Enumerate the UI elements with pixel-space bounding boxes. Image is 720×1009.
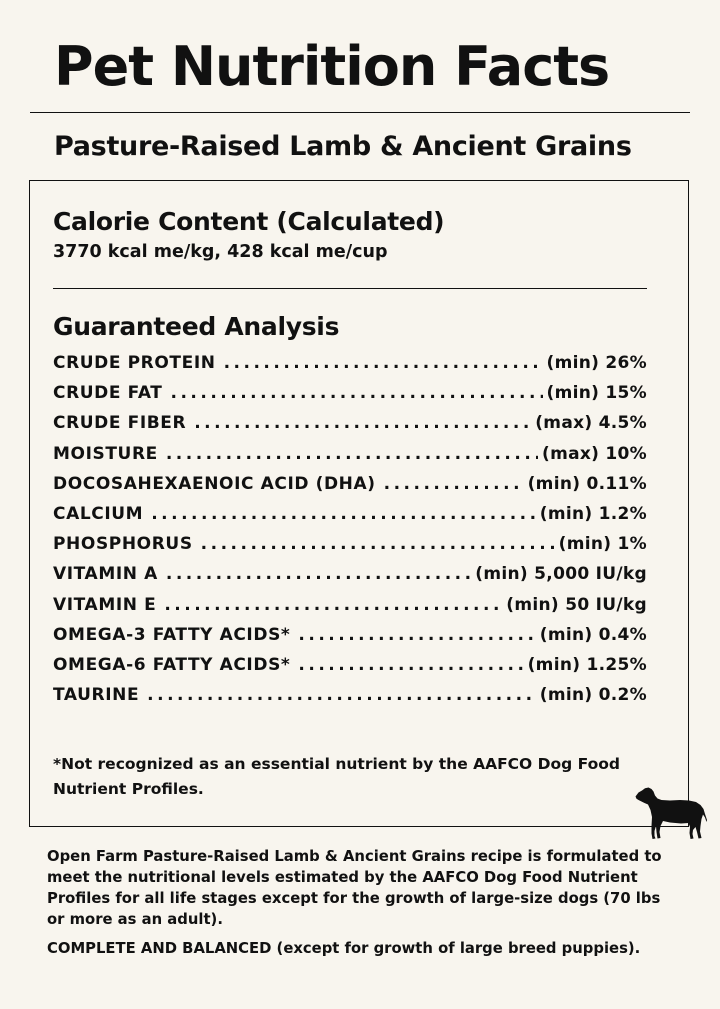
nutrient-name: CRUDE FAT (53, 383, 163, 404)
analysis-row (53, 564, 647, 594)
dot-leader (194, 413, 531, 433)
nutrient-name: OMEGA-6 FATTY ACIDS* (53, 654, 291, 675)
section-divider (53, 288, 647, 289)
nutrient-name: PHOSPHORUS (53, 534, 193, 555)
nutrient-name: TAURINE (53, 685, 140, 706)
analysis-list (53, 353, 647, 715)
dot-leader (384, 474, 524, 494)
product-name: Pasture-Raised Lamb & Ancient Grains (54, 131, 632, 162)
analysis-heading: Guaranteed Analysis (53, 312, 340, 341)
nutrient-value: (min) 0.2% (539, 685, 647, 706)
nutrient-name: MOISTURE (53, 443, 158, 464)
nutrient-value: (min) 1.25% (527, 654, 647, 675)
nutrient-value: (min) 26% (546, 353, 647, 373)
dot-leader (151, 504, 536, 524)
footnote: *Not recognized as an essential nutrient by the AAFCO Dog Food Nutrient Profiles. (53, 755, 620, 798)
analysis-row (53, 655, 647, 685)
dot-leader (224, 353, 543, 373)
analysis-row (53, 534, 647, 564)
nutrient-name: VITAMIN A (53, 564, 158, 585)
nutrient-value: (min) 1% (558, 534, 647, 555)
nutrient-name: OMEGA-3 FATTY ACIDS* (53, 624, 291, 645)
nutrient-value: (min) 5,000 IU/kg (475, 564, 647, 585)
title-divider (30, 112, 690, 113)
nutrient-value: (min) 0.11% (527, 473, 647, 494)
analysis-row (53, 474, 647, 504)
nutrient-name: VITAMIN E (53, 594, 157, 615)
nutrient-value: (max) 4.5% (535, 413, 647, 434)
analysis-row (53, 383, 647, 413)
nutrient-value: (min) 50 IU/kg (506, 594, 647, 615)
nutrient-value: (min) 0.4% (539, 624, 647, 645)
dot-leader (164, 595, 502, 615)
page-title: Pet Nutrition Facts (54, 35, 610, 98)
dot-leader (166, 564, 471, 584)
analysis-row (53, 444, 647, 474)
analysis-row (53, 504, 647, 534)
calorie-value: 3770 kcal me/kg, 428 kcal me/cup (53, 242, 388, 262)
analysis-row (53, 413, 647, 443)
nutrient-value: (min) 15% (546, 383, 647, 404)
dot-leader (171, 383, 543, 403)
nutrient-name: CRUDE PROTEIN (53, 353, 216, 373)
analysis-row (53, 595, 647, 625)
nutrition-panel (29, 180, 689, 827)
nutrient-name: DOCOSAHEXAENOIC ACID (DHA) (53, 473, 376, 494)
nutrient-value: (max) 10% (542, 443, 647, 464)
dog-silhouette-icon (634, 786, 708, 840)
nutrient-value: (min) 1.2% (539, 503, 647, 524)
aafco-statement: Open Farm Pasture-Raised Lamb & Ancient Grains recipe is formulated to meet the nutritional levels estimated by the AAFCO Dog Food Nutrient Profiles for all life stages except for the growth of large-size dogs (70 lbs or more as an adult). (47, 848, 662, 928)
nutrient-name: CALCIUM (53, 503, 144, 524)
dot-leader (147, 685, 536, 705)
analysis-row (53, 685, 647, 715)
analysis-row (53, 353, 647, 383)
analysis-row (53, 625, 647, 655)
dot-leader (201, 534, 555, 554)
nutrient-name: CRUDE FIBER (53, 413, 187, 434)
calorie-heading: Calorie Content (Calculated) (53, 207, 445, 236)
dot-leader (298, 655, 523, 675)
dot-leader (298, 625, 535, 645)
dot-leader (166, 444, 538, 464)
complete-balanced-statement: COMPLETE AND BALANCED (except for growth of large breed puppies). (47, 940, 641, 957)
